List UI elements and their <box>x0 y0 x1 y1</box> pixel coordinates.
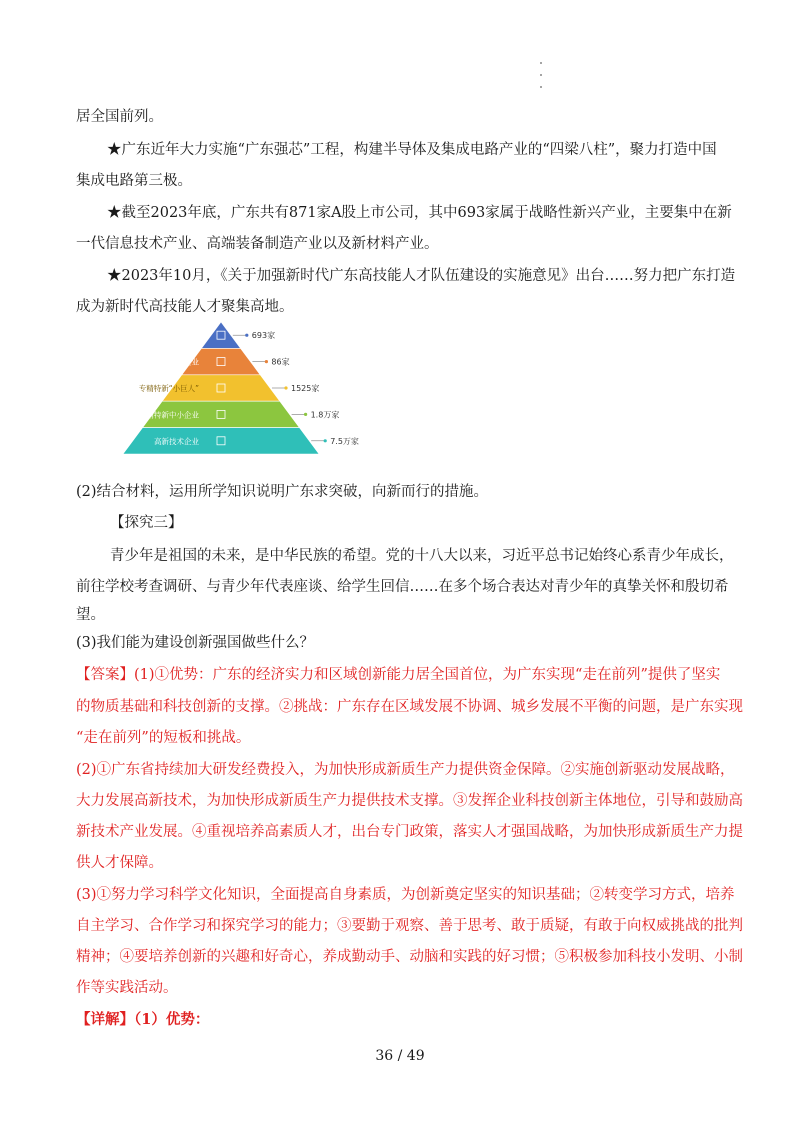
leader-dot <box>304 413 307 416</box>
answer-line: 自主学习、合作学习和探究学习的能力；③要勤于观察、善于思考、敢于质疑，有敢于向权威挑战的批判 <box>76 918 743 934</box>
tier-label: 专精特新“小巨人” <box>138 384 199 393</box>
tier-label: 上市公司 <box>169 331 199 341</box>
answer-line: 的物质基础和科技创新的支撑。②挑战：广东存在区域发展不协调、城乡发展不平衡的问题，是广东实现 <box>76 699 743 715</box>
margin-dots <box>540 62 548 98</box>
question-2: (2)结合材料，运用所学知识说明广东求突破，向新而行的措施。 <box>76 484 489 500</box>
text-line: 成为新时代高技能人才聚集高地。 <box>76 299 294 315</box>
tier-value: 7.5万家 <box>330 436 359 446</box>
text-line: 居全国前列。 <box>76 109 163 125</box>
tier-value: 1525家 <box>291 384 320 393</box>
pyramid-chart <box>76 318 386 460</box>
text-line: 集成电路第三极。 <box>76 173 192 189</box>
detail-heading: 【详解】（1）优势： <box>76 1011 210 1028</box>
leader-dot <box>265 360 268 363</box>
answer-line: 新技术产业发展。④重视培养高素质人才，出台专门政策，落实人才强国战略，为加快形成新质生产力提 <box>76 824 743 840</box>
text-line: 望。 <box>76 607 105 623</box>
answer-line: 作等实践活动。 <box>76 980 178 996</box>
tier-value: 693家 <box>251 331 276 341</box>
answer-line: 【答案】(1)①优势：广东的经济实力和区域创新能力居全国首位，为广东实现“走在前列”提供了坚实 <box>76 667 721 683</box>
tier-value: 1.8万家 <box>310 410 340 420</box>
answer-line: “走在前列”的短板和挑战。 <box>76 730 251 746</box>
tier-label: 专精特新中小企业 <box>139 410 199 420</box>
section-heading: 【探究三】 <box>110 515 183 531</box>
leader-dot <box>245 334 248 337</box>
text-line: ★广东近年大力实施“广东强芯”工程，构建半导体及集成电路产业的“四梁八柱”，聚力打造中国 <box>107 142 717 158</box>
text-line: 前往学校考查调研、与青少年代表座谈、给学生回信……在多个场合表达对青少年的真挚关怀和殷切希 <box>76 579 729 595</box>
pyramid-tier <box>123 428 319 454</box>
text-line: ★2023年10月，《关于加强新时代广东高技能人才队伍建设的实施意见》出台……努力把广东打造 <box>107 268 736 284</box>
tier-label: 高新技术企业 <box>154 436 199 446</box>
page-number: 36 / 49 <box>375 1048 425 1064</box>
leader-dot <box>284 386 287 389</box>
text-line: 一代信息技术产业、高端装备制造产业以及新材料产业。 <box>76 236 439 252</box>
answer-line: (3)①努力学习科学文化知识，全面提高自身素质，为创新奠定坚实的知识基础；②转变学习方式，培养 <box>76 887 735 903</box>
leader-dot <box>324 439 327 442</box>
tier-label: 独角兽企业 <box>161 357 199 367</box>
answer-line: 大力发展高新技术，为加快形成新质生产力提供技术支撑。③发挥企业科技创新主体地位，引导和鼓励高 <box>76 793 743 809</box>
tier-value: 86家 <box>271 357 290 367</box>
text-line: 青少年是祖国的未来，是中华民族的希望。党的十八大以来，习近平总书记始终心系青少年成长， <box>110 548 734 564</box>
text-line: ★截至2023年底，广东共有871家A股上市公司，其中693家属于战略性新兴产业，主要集中在新 <box>107 205 732 221</box>
answer-line: 供人才保障。 <box>76 855 163 871</box>
answer-line: 精神；④要培养创新的兴趣和好奇心，养成勤动手、动脑和实践的好习惯；⑤积极参加科技小发明、小制 <box>76 949 743 965</box>
answer-line: (2)①广东省持续加大研发经费投入，为加快形成新质生产力提供资金保障。②实施创新驱动发展战略， <box>76 762 735 778</box>
question-3: (3)我们能为建设创新强国做些什么？ <box>76 635 315 651</box>
